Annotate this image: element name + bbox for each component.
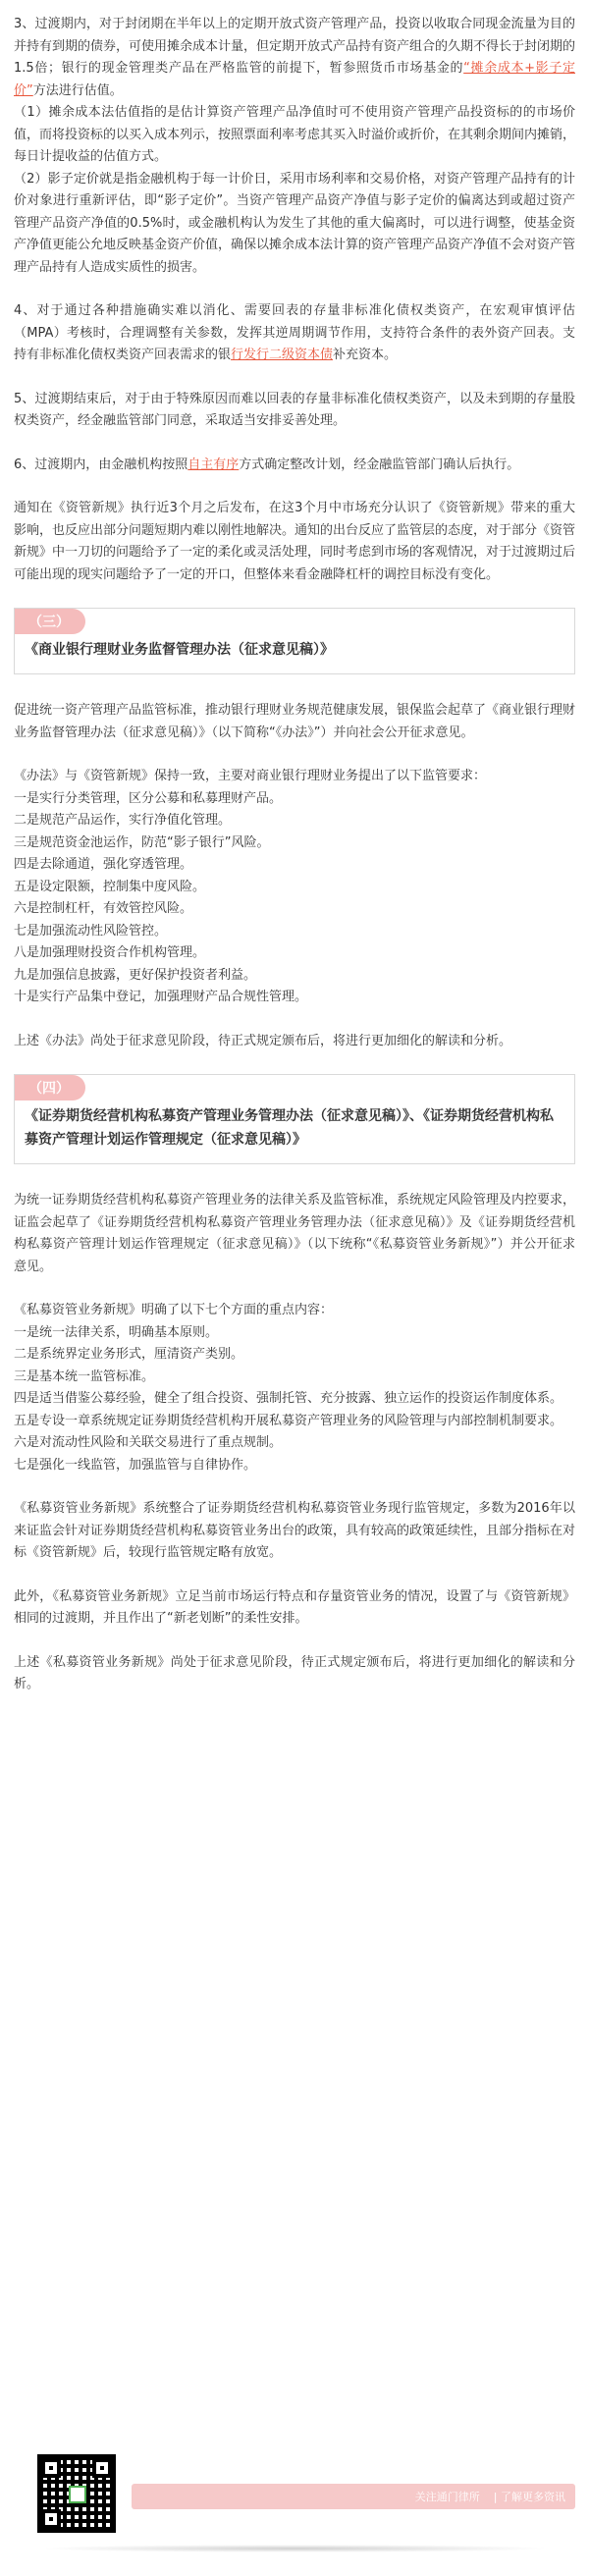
para-3 bbox=[14, 14, 575, 102]
para-3-text: 3、过渡期内，对于封闭期在半年以上的定期开放式资产管理产品，投资以收取合同现金流量为目的并持有到期的债券，可使用摊余成本计量，但定期开放式产品持有资产组合的久期不得长于封闭期的1.5倍；银行的现金管理类产品在严格监管的前提下，暂参照货币市场基金的 bbox=[14, 17, 576, 76]
list-item: 七是强化一线监管，加强监管与自律协作。 bbox=[14, 1457, 257, 1473]
list-item: 九是加强信息披露，更好保护投资者利益。 bbox=[14, 967, 257, 983]
section-3-list bbox=[14, 788, 575, 1009]
link-tier2-capital-bond[interactable]: 行发行二级资本债 bbox=[231, 348, 334, 362]
list-item: 二是规范产品运作，实行净值化管理。 bbox=[14, 813, 232, 828]
more-info-label: | 了解更多资讯 bbox=[493, 2491, 565, 2503]
section-4-title: 《证券期货经营机构私募资产管理业务管理办法（征求意见稿）》、《证券期货经营机构私募资产管理计划运作管理规定（征求意见稿）》 bbox=[25, 1108, 554, 1148]
para-3-sub-1: （1）摊余成本法估值指的是估计算资产管理产品净值时可不使用资产管理产品投资标的的市场价值，而将投资标的以买入成本列示，按照票面利率考虑其买入时溢价或折价，在其剩余期间内摊销，每日计提收益的估值方式。 bbox=[14, 105, 576, 164]
para-3-sub-2: （2）影子定价就是指金融机构于每一计价日，采用市场利率和交易价格，对资产管理产品持有的计价对象进行重新评估，即“影子定价”。当资产管理产品资产净值与影子定价的偏离达到或超过资产管理产品资产净值的0.5%时，或金融机构认为发生了其他的重大偏离时，可以进行调整，使基金资产净值更能公允地反映基金资产价值，确保以摊余成本法计算的资产管理产品资产净值不会对资产管理产品持有人造成实质性的损害。 bbox=[14, 171, 576, 275]
section-3-lead: 《办法》与《资管新规》保持一致，主要对商业银行理财业务提出了以下监管要求： bbox=[14, 769, 487, 783]
list-item: 一是实行分类管理，区分公募和私募理财产品。 bbox=[14, 790, 283, 806]
para-3-tail: 方法进行估值。 bbox=[32, 82, 123, 98]
list-item: 六是控制杠杆，有效管控风险。 bbox=[14, 901, 193, 916]
list-item: 三是规范资金池运作，防范“影子银行”风险。 bbox=[14, 834, 270, 850]
section-4-lead: 《私募资管业务新规》明确了以下七个方面的重点内容： bbox=[14, 1303, 334, 1317]
section-4-intro: 为统一证券期货经营机构私募资产管理业务的法律关系及监管标准，系统规定风险管理及内控要求，证监会起草了《证券期货经营机构私募资产管理业务管理办法（征求意见稿）》及《证券期货经营机构私募资产管理计划运作管理规定（征求意见稿）》（以下统称“《私募资管业务新规》”）并公开征求意见。 bbox=[14, 1193, 576, 1274]
section-3-title: 《商业银行理财业务监督管理办法（征求意见稿）》 bbox=[25, 642, 334, 658]
footer bbox=[24, 2454, 575, 2537]
section-4-tag: （四） bbox=[15, 1075, 85, 1100]
list-item: 七是加强流动性风险管控。 bbox=[14, 923, 168, 939]
follow-banner[interactable] bbox=[132, 2484, 575, 2509]
qr-code-icon bbox=[37, 2454, 116, 2533]
para-4-text: 4、对于通过各种措施确实难以消化、需要回表的存量非标准化债权类资产，在宏观审慎评估（MPA）考核时，合理调整有关参数，发挥其逆周期调节作用，支持符合条件的表外资产回表。支持有非标准化债权类资产回表需求的银 bbox=[14, 303, 575, 362]
link-amortized-cost[interactable]: “摊余成本+影子定价” bbox=[14, 61, 575, 98]
para-6-tail: 方式确定整改计划，经金融监管部门确认后执行。 bbox=[239, 456, 520, 472]
section-3-closing: 上述《办法》尚处于征求意见阶段，待正式规定颁布后，将进行更加细化的解读和分析。 bbox=[14, 1033, 512, 1048]
bottom-shadow bbox=[39, 2545, 550, 2552]
link-autonomous-orderly[interactable]: 自主有序 bbox=[187, 456, 240, 472]
para-5: 5、过渡期结束后，对于由于特殊原因而难以回表的存量非标准化债权类资产，以及未到期的存量股权类资产，经金融监管部门同意，采取适当安排妥善处理。 bbox=[14, 391, 575, 428]
section-4-closing: 上述《私募资管业务新规》尚处于征求意见阶段，待正式规定颁布后，将进行更加细化的解读和分析。 bbox=[14, 1654, 575, 1691]
para-6-text: 6、过渡期内，由金融机构按照 bbox=[14, 456, 188, 472]
list-item: 二是系统界定业务形式，厘清资产类别。 bbox=[14, 1347, 244, 1362]
list-item: 五是设定限额，控制集中度风险。 bbox=[14, 879, 206, 894]
list-item: 三是基本统一监管标准。 bbox=[14, 1368, 155, 1384]
list-item: 六是对流动性风险和关联交易进行了重点规制。 bbox=[14, 1435, 283, 1450]
section-4-header bbox=[14, 1074, 575, 1164]
list-item: 十是实行产品集中登记，加强理财产品合规性管理。 bbox=[14, 990, 308, 1004]
section-4-list bbox=[14, 1322, 575, 1477]
section-4-para-1: 《私募资管业务新规》系统整合了证券期货经营机构私募资管业务现行监管规定，多数为2016年以来证监会针对证券期货经营机构私募资管业务出台的政策，具有较高的政策延续性，且部分指标在对标《资管新规》后，较现行监管规定略有放宽。 bbox=[14, 1501, 576, 1560]
section-3-tag: （三） bbox=[15, 609, 85, 634]
list-item: 八是加强理财投资合作机构管理。 bbox=[14, 945, 206, 960]
follow-label: 关注通门律所 bbox=[414, 2491, 480, 2503]
para-4 bbox=[14, 300, 575, 367]
list-item: 五是专设一章系统规定证券期货经营机构开展私募资产管理业务的风险管理与内部控制机制要求。 bbox=[14, 1413, 563, 1428]
list-item: 四是去除通道，强化穿透管理。 bbox=[14, 857, 193, 872]
list-item: 一是统一法律关系，明确基本原则。 bbox=[14, 1324, 219, 1340]
section-4-para-2: 此外，《私募资管业务新规》立足当前市场运行特点和存量资管业务的情况，设置了与《资管新规》相同的过渡期，并且作出了“新老划断”的柔性安排。 bbox=[14, 1588, 575, 1626]
section-3-intro: 促进统一资产管理产品监管标准，推动银行理财业务规范健康发展，银保监会起草了《商业银行理财业务监督管理办法（征求意见稿）》（以下简称“《办法》”）并向社会公开征求意见。 bbox=[14, 703, 576, 740]
para-4-tail: 补充资本。 bbox=[333, 348, 398, 362]
notice-commentary: 通知在《资管新规》执行近3个月之后发布，在这3个月中市场充分认识了《资管新规》带来的重大影响，也反应出部分问题短期内难以刚性地解决。通知的出台反应了监管层的态度，对于部分《资管新规》中一刀切的问题给予了一定的柔化或灵活处理，同时考虑到市场的客观情况，对于过渡期过后可能出现的现实问题给予了一定的开口，但整体来看金融降杠杆的调控目标没有变化。 bbox=[14, 501, 576, 582]
para-6 bbox=[14, 455, 575, 477]
list-item: 四是适当借鉴公募经验，健全了组合投资、强制托管、充分披露、独立运作的投资运作制度体系。 bbox=[14, 1391, 563, 1406]
section-3-header bbox=[14, 608, 575, 674]
